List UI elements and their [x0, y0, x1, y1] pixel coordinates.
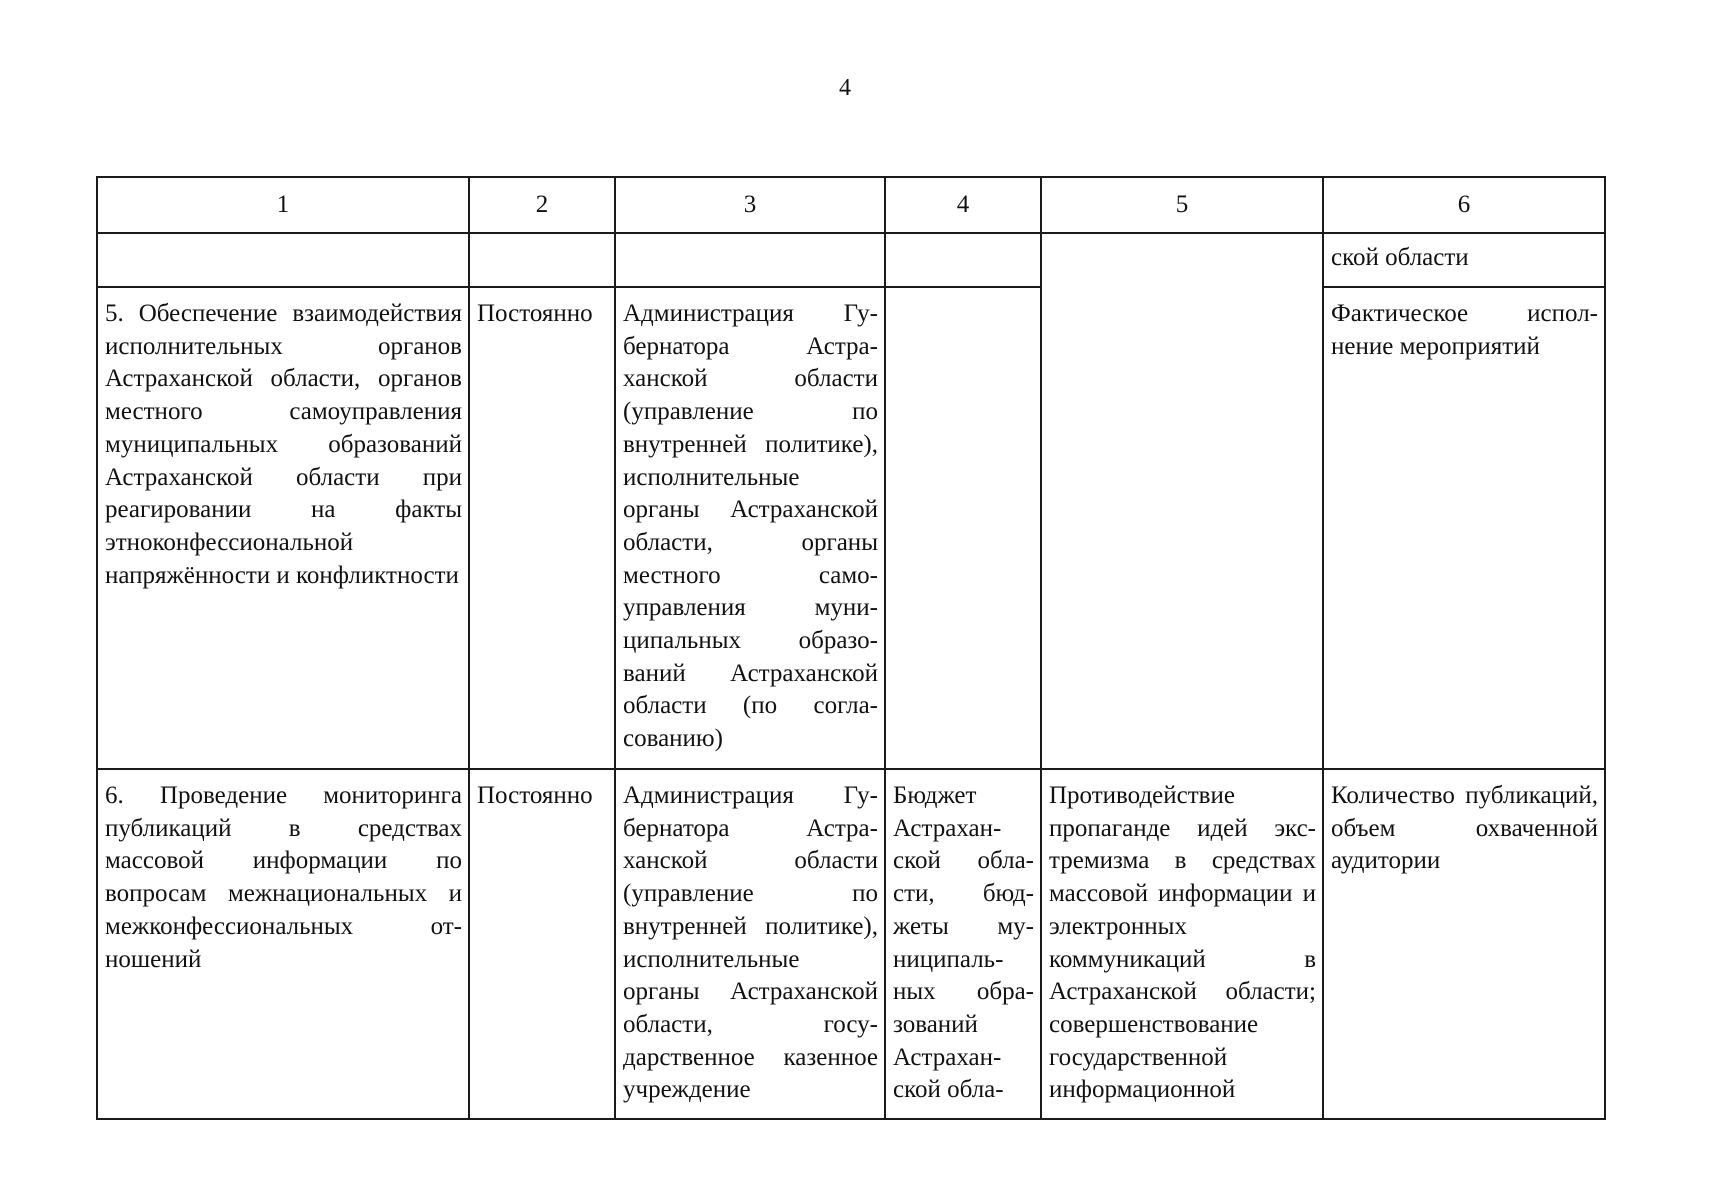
header-cell-2: 2	[469, 177, 615, 233]
header-cell-4: 4	[885, 177, 1041, 233]
table-header-row	[97, 177, 1605, 233]
row6-funding-cell: Бюджет Астраханской области, бюджеты муниципальных образований Астраханской обла-	[885, 769, 1041, 1119]
row5-executor-cell: Администрация Губернатора Астраханской области (управление по внутренней политике), исполнительные органы Астраханской области, органы местного самоуправления муниципальных образований Астраханской области (по согласованию)	[615, 287, 885, 769]
table-row-continuation	[97, 233, 1605, 287]
row5-indicator-cell: Фактическое исполнение мероприятий	[1323, 287, 1605, 769]
row6-executor-cell: Администрация Губернатора Астраханской области (управление по внутренней политике), исполнительные органы Астраханской области, государственное казенное учреждение	[615, 769, 885, 1119]
row5-result-cell	[1041, 287, 1323, 769]
cont-cell-5	[1041, 233, 1323, 287]
cont-cell-3	[615, 233, 885, 287]
cont-cell-2	[469, 233, 615, 287]
cont-cell-4	[885, 233, 1041, 287]
table-row	[97, 769, 1605, 1119]
header-cell-3: 3	[615, 177, 885, 233]
table-row	[97, 287, 1605, 769]
document-table	[96, 176, 1606, 1120]
row5-funding-cell	[885, 287, 1041, 769]
header-cell-1: 1	[97, 177, 469, 233]
row6-term-cell: Постоянно	[469, 769, 615, 1119]
row6-result-cell: Противодействие пропаганде идей экстремизма в средствах массовой информации и электронных коммуникаций в Астраханской области; совершенствование государственной информационной	[1041, 769, 1323, 1119]
header-cell-6: 6	[1323, 177, 1605, 233]
row6-measure-cell: 6. Проведение мониторинга публикаций в средствах массовой информации по вопросам межнациональных и межконфессиональных отношений	[97, 769, 469, 1119]
header-cell-5: 5	[1041, 177, 1323, 233]
row5-measure-cell: 5. Обеспечение взаимодействия исполнительных органов Астраханской области, органов местного самоуправления муниципальных образований Астраханской области при реагировании на факты этноконфессиональной напряжённости и конфликтности	[97, 287, 469, 769]
cont-cell-1	[97, 233, 469, 287]
page-number: 4	[839, 75, 851, 101]
row6-indicator-cell: Количество публикаций, объем охваченной аудитории	[1323, 769, 1605, 1119]
row5-term-cell: Постоянно	[469, 287, 615, 769]
cont-cell-6: ской области	[1323, 233, 1605, 287]
